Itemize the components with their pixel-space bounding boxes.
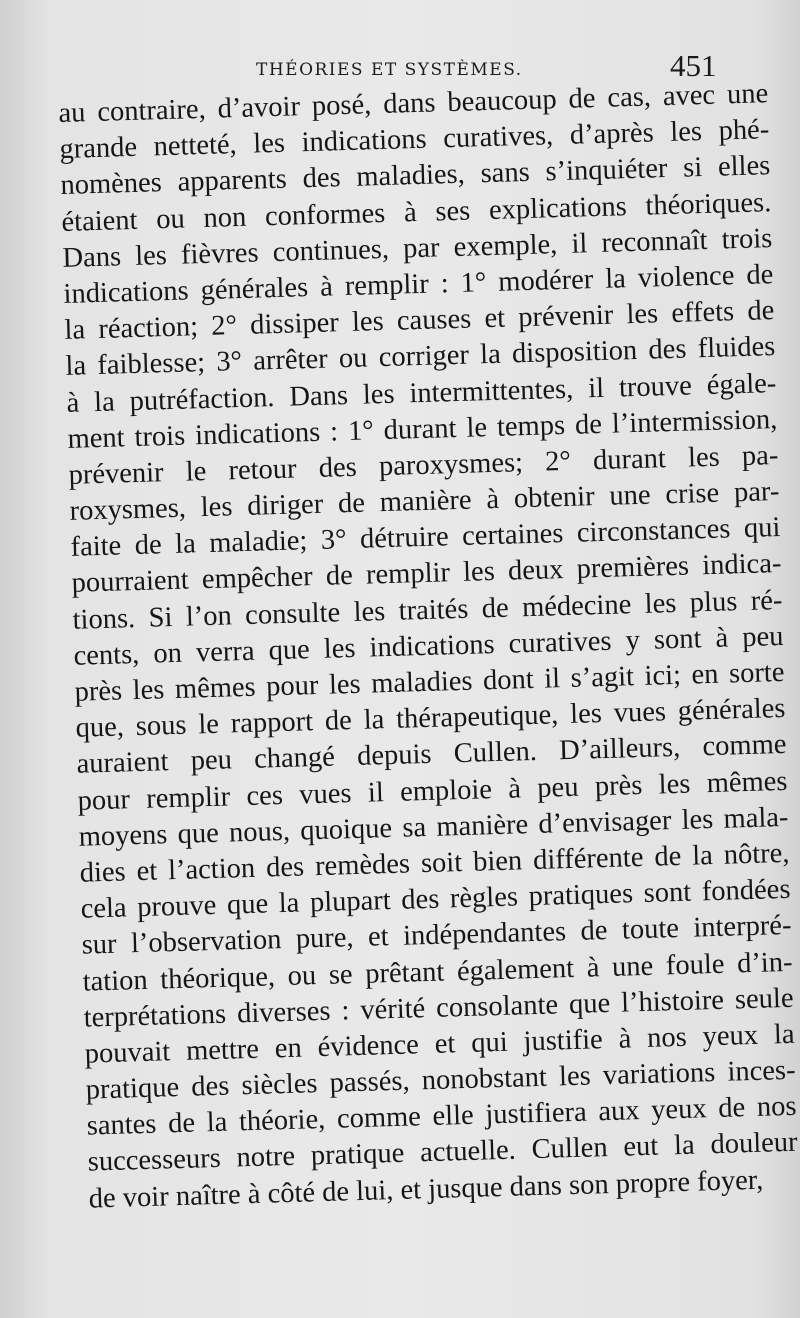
text-line: pour remplir ces vues il emploie à peu près les mêmes	[77, 765, 788, 817]
text-line: cela prouve que la plupart des règles pratiques sont fondées	[80, 873, 791, 925]
text-line: faite de la maladie; 3° détruire certaines circonstances qui	[70, 512, 781, 564]
body-text	[58, 76, 799, 1217]
text-line: pouvait mettre en évidence et qui justifie à nos yeux la	[84, 1018, 795, 1070]
text-line: de voir naître à côté de lui, et jusque dans son propre foyer,	[88, 1164, 764, 1215]
text-line: nomènes apparents des maladies, sans s’inquiéter si elles	[60, 150, 771, 202]
text-line: moyens que nous, quoique sa manière d’envisager les mala-	[78, 801, 789, 853]
text-line: tation théorique, ou se prêtant également à une foule d’in-	[82, 946, 793, 998]
text-line: ment trois indications : 1° durant le temps de l’intermission,	[67, 403, 778, 455]
text-line: indications générales à remplir : 1° modérer la violence de	[63, 259, 774, 310]
text-line: pratique des siècles passés, nonobstant les variations inces-	[85, 1054, 796, 1106]
page-number: 451	[670, 48, 717, 83]
text-line: dies et l’action des remèdes soit bien différente de la nôtre,	[79, 837, 790, 889]
text-line: sur l’observation pure, et indépendantes de toute interpré-	[81, 910, 792, 961]
text-line: terprétations diverses : vérité consolante que l’histoire seule	[83, 982, 794, 1034]
running-title: THÉORIES ET SYSTÈMES.	[256, 60, 523, 80]
text-line: Dans les fièvres continues, par exemple, il reconnaît trois	[62, 222, 773, 274]
text-line: prévenir le retour des paroxysmes; 2° durant les pa-	[68, 439, 779, 491]
text-line: la faiblesse; 3° arrêter ou corriger la disposition des fluides	[65, 331, 776, 383]
text-line: la réaction; 2° dissiper les causes et prévenir les effets de	[64, 295, 775, 347]
text-line: cents, on verra que les indications curatives y sont à peu	[73, 620, 784, 672]
text-line: près les mêmes pour les maladies dont il s’agit ici; en sorte	[74, 656, 785, 708]
text-line: à la putréfaction. Dans les intermittentes, il trouve égale-	[66, 367, 777, 419]
text-line: roxysmes, les diriger de manière à obtenir une crise par-	[69, 476, 780, 527]
text-line: au contraire, d’avoir posé, dans beaucoup de cas, avec une	[58, 78, 769, 129]
text-line: que, sous le rapport de la thérapeutique, les vues générales	[75, 693, 786, 744]
text-line: grande netteté, les indications curatives, d’après les phé-	[59, 114, 770, 166]
text-line: pourraient empêcher de remplir les deux premières indica-	[71, 548, 782, 600]
text-line: successeurs notre pratique actuelle. Cullen eut la douleur	[87, 1127, 798, 1179]
text-line: santes de la théorie, comme elle justifiera aux yeux de nos	[86, 1091, 797, 1142]
text-line: auraient peu changé depuis Cullen. D’ailleurs, comme	[76, 729, 787, 781]
text-line: étaient ou non conformes à ses explications théoriques.	[61, 186, 772, 238]
text-line: tions. Si l’on consulte les traités de médecine les plus ré-	[72, 584, 783, 636]
